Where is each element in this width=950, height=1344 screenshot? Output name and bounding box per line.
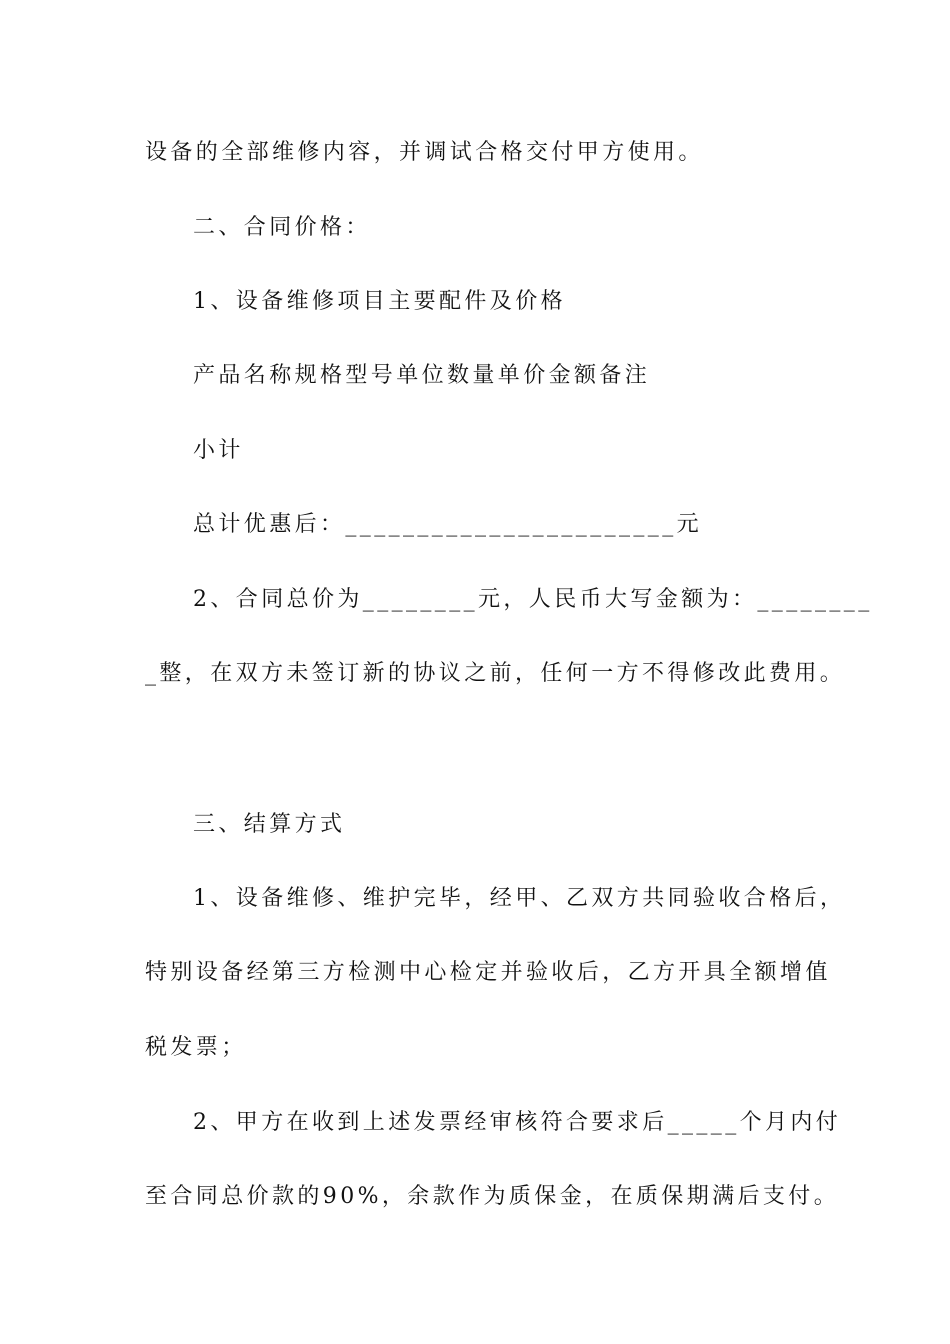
clause-total-price-continuation: _整，在双方未签订新的协议之前，任何一方不得修改此费用。 <box>145 661 846 686</box>
discounted-total-line: 总计优惠后：_______________________元 <box>193 512 703 537</box>
clause-acceptance-end: 税发票； <box>145 1035 247 1060</box>
table-header-line: 产品名称规格型号单位数量单价金额备注 <box>193 363 651 388</box>
paragraph-continuation: 设备的全部维修内容，并调试合格交付甲方使用。 <box>145 140 704 165</box>
clause-payment: 2、甲方在收到上述发票经审核符合要求后_____个月内付 <box>193 1110 842 1135</box>
clause-total-price: 2、合同总价为________元，人民币大写金额为：________ <box>193 587 873 612</box>
clause-acceptance-continuation: 特别设备经第三方检测中心检定并验收后，乙方开具全额增值 <box>145 960 831 985</box>
subtotal-label: 小计 <box>193 438 244 463</box>
clause-payment-continuation: 至合同总价款的90%，余款作为质保金，在质保期满后支付。 <box>145 1184 840 1209</box>
clause-parts-and-prices: 1、设备维修项目主要配件及价格 <box>193 289 566 314</box>
section-heading-settlement: 三、结算方式 <box>193 812 346 837</box>
clause-acceptance: 1、设备维修、维护完毕，经甲、乙双方共同验收合格后， <box>193 886 846 911</box>
section-heading-contract-price: 二、合同价格： <box>193 215 371 240</box>
